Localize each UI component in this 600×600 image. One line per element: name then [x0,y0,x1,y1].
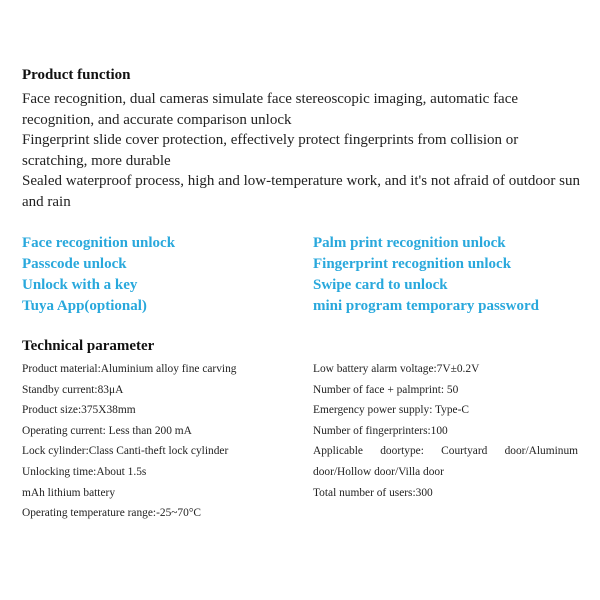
unlock-method: Passcode unlock [22,256,127,272]
unlock-method: Palm print recognition unlock [313,235,506,251]
parameter-column-right [313,359,578,524]
parameter-item: Emergency power supply: Type-C [313,404,470,417]
unlock-method: Fingerprint recognition unlock [313,256,512,272]
parameter-item: Operating current: Less than 200 mA [22,424,192,437]
function-line: Sealed waterproof process, high and low-temperature work, and it's not afraid of outdoor sun and rain [22,173,580,210]
parameter-item: Product material:Aluminium alloy fine carving [22,363,237,375]
function-line: Fingerprint slide cover protection, effectively protect fingerprints from collision or scratching, more durable [22,132,519,169]
parameter-item: Total number of users:300 [313,486,433,499]
parameter-item: Number of fingerprinters:100 [313,424,448,437]
parameter-item: Product size:375X38mm [22,404,136,417]
parameter-item: Lock cylinder:Class Canti-theft lock cylinder [22,445,229,458]
unlock-method: Face recognition unlock [22,235,176,251]
parameter-item: Applicable doortype: Courtyard door/Aluminum [313,445,578,458]
unlock-method: Unlock with a key [22,277,138,293]
parameter-item: Number of face + palmprint: 50 [313,383,459,396]
unlock-methods-list [22,233,592,316]
unlock-method: Swipe card to unlock [313,277,448,293]
unlock-method: mini program temporary password [313,298,539,314]
parameter-item: Operating temperature range:-25~70°C [22,507,201,520]
parameter-item: door/Hollow door/Villa door [313,465,444,478]
unlock-method: Tuya App(optional) [22,298,147,314]
parameter-column-left [22,359,313,524]
technical-parameter-table [22,359,582,524]
parameter-item: mAh lithium battery [22,486,116,499]
parameter-item: Standby current:83μA [22,383,124,396]
technical-parameter-title: Technical parameter [22,338,155,354]
product-function-title: Product function [22,67,131,83]
function-line: Face recognition, dual cameras simulate face stereoscopic imaging, automatic face recognition, and accurate comparison unlock [22,91,519,128]
parameter-item: Unlocking time:About 1.5s [22,465,147,478]
parameter-item: Low battery alarm voltage:7V±0.2V [313,363,480,375]
product-function-description [22,89,582,212]
